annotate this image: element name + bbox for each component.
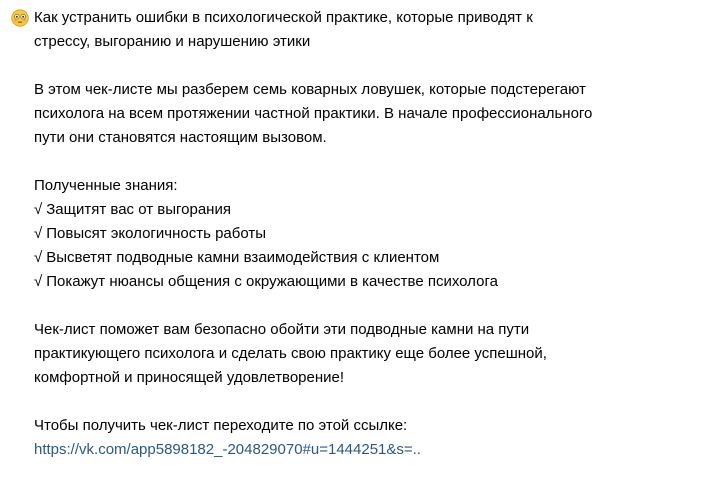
paragraph-gap xyxy=(34,150,710,174)
paragraph-gap xyxy=(34,54,710,78)
benefit-text: Высветят подводные камни взаимодействия с клиентом xyxy=(46,249,440,266)
benefit-item xyxy=(34,270,710,294)
closing-line-1: Чек-лист поможет вам безопасно обойти эти подводные камни на пути xyxy=(34,321,530,338)
check-mark-icon: √ xyxy=(34,249,43,266)
intro-line-2: психолога на всем протяжении частной практики. В начале профессионального xyxy=(34,105,593,122)
checklist-link[interactable]: https://vk.com/app5898182_-204829070#u=1444251&s=.. xyxy=(34,441,421,458)
intro-line-3: пути они становятся настоящим вызовом. xyxy=(34,129,327,146)
closing-line-3: комфортной и приносящей удовлетворение! xyxy=(34,369,345,386)
check-mark-icon: √ xyxy=(34,225,43,242)
benefit-item xyxy=(34,246,710,270)
benefit-text: Защитят вас от выгорания xyxy=(46,201,231,218)
closing-line-2: практикующего психолога и сделать свою практику еще более успешной, xyxy=(34,345,547,362)
benefit-text: Покажут нюансы общения с окружающими в качестве психолога xyxy=(46,273,498,290)
post-title-line-1 xyxy=(34,6,710,30)
cta-link-line xyxy=(34,438,710,462)
check-mark-icon: √ xyxy=(34,273,43,290)
benefit-text: Повысят экологичность работы xyxy=(46,225,267,242)
intro-line-1: В этом чек-листе мы разберем семь коварных ловушек, которые подстерегают xyxy=(34,81,586,98)
check-mark-icon: √ xyxy=(34,201,43,218)
paragraph-gap xyxy=(34,294,710,318)
flushed-face-emoji-icon xyxy=(11,9,29,27)
benefits-heading: Полученные знания: xyxy=(34,177,178,194)
paragraph-gap xyxy=(34,390,710,414)
benefit-item xyxy=(34,198,710,222)
post-title-line-2: стрессу, выгоранию и нарушению этики xyxy=(34,33,311,50)
benefit-item xyxy=(34,222,710,246)
cta-text: Чтобы получить чек-лист переходите по этой ссылке: xyxy=(34,417,408,434)
post-title-text-1: Как устранить ошибки в психологической практике, которые приводят к xyxy=(34,9,533,26)
